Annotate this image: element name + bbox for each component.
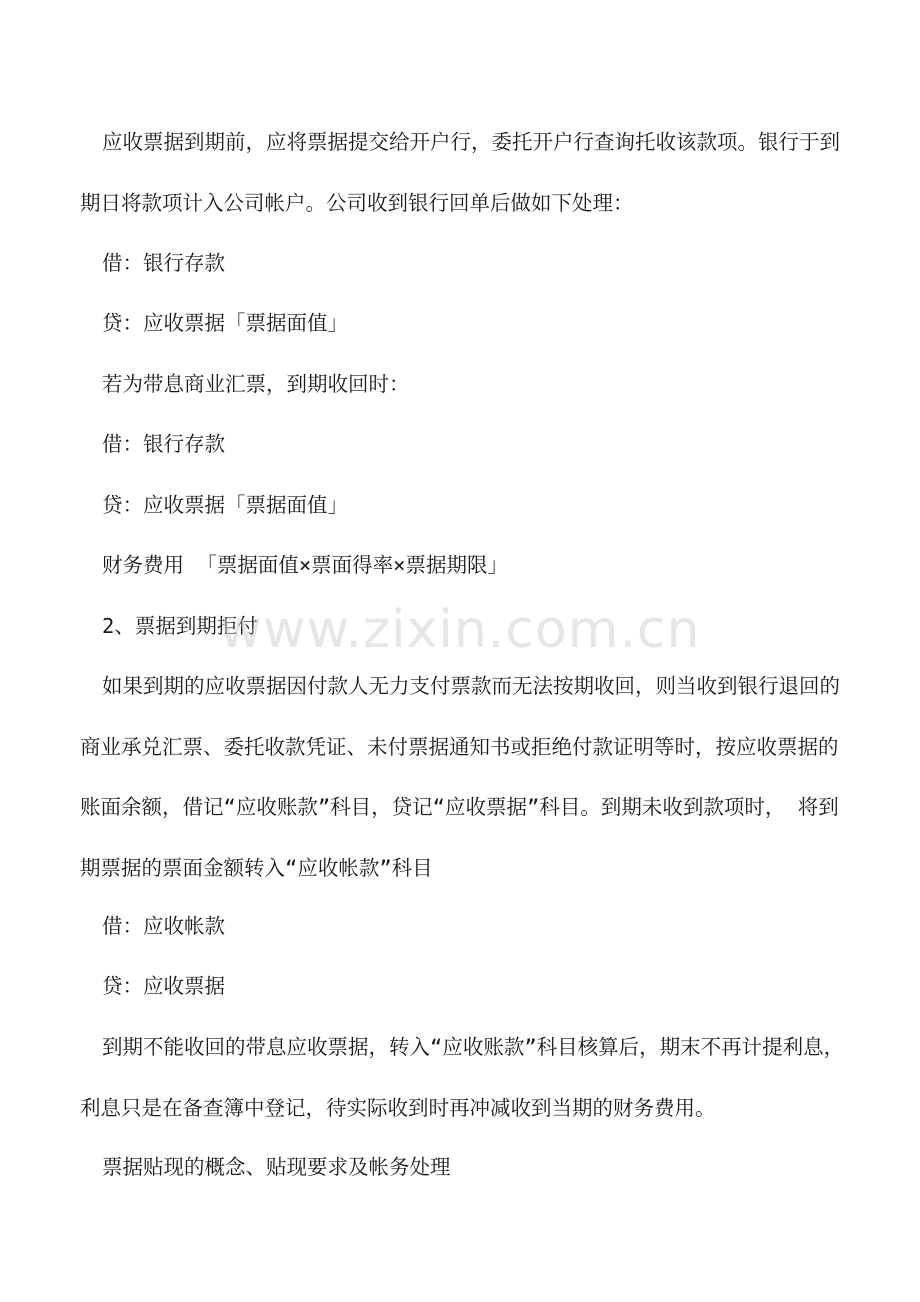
paragraph-uncollected-interest: 到期不能收回的带息应收票据，转入“应收账款”科目核算后，期末不再计提利息，利息只是在备查簿中登记，待实际收到时再冲减收到当期的财务费用。 [80, 1035, 845, 1120]
section-heading-dishonored: 2、票据到期拒付 [102, 614, 258, 638]
entry-credit-notes-3: 贷：应收票据 [102, 974, 225, 998]
entry-debit-receivable: 借：应收帐款 [102, 914, 225, 938]
entry-debit-bank-2: 借：银行存款 [102, 432, 225, 456]
paragraph-interest-bearing: 若为带息商业汇票，到期收回时： [102, 372, 410, 396]
entry-finance-expense: 财务费用 「票据面值×票面得率×票据期限」 [102, 553, 509, 577]
entry-debit-bank-1: 借：银行存款 [102, 251, 225, 275]
watermark: www.zixin.com.cn [219, 600, 701, 660]
paragraph-dishonored-notes: 如果到期的应收票据因付款人无力支付票款而无法按期收回，则当收到银行退回的商业承兑汇票、委托收款凭证、未付票据通知书或拒绝付款证明等时，按应收票据的账面余额，借记“应收账款”科目，贷记“应收票据”科目。到期未收到款项时， 将到期票据的票面金额转入“应收帐款”科目 [80, 674, 840, 880]
section-heading-discounting: 票据贴现的概念、贴现要求及帐务处理 [102, 1155, 451, 1179]
entry-credit-notes-2: 贷：应收票据「票据面值」 [102, 493, 348, 517]
paragraph-collection-intro: 应收票据到期前，应将票据提交给开户行，委托开户行查询托收该款项。银行于到期日将款项计入公司帐户。公司收到银行回单后做如下处理： [80, 130, 840, 215]
entry-credit-notes-1: 贷：应收票据「票据面值」 [102, 311, 348, 335]
